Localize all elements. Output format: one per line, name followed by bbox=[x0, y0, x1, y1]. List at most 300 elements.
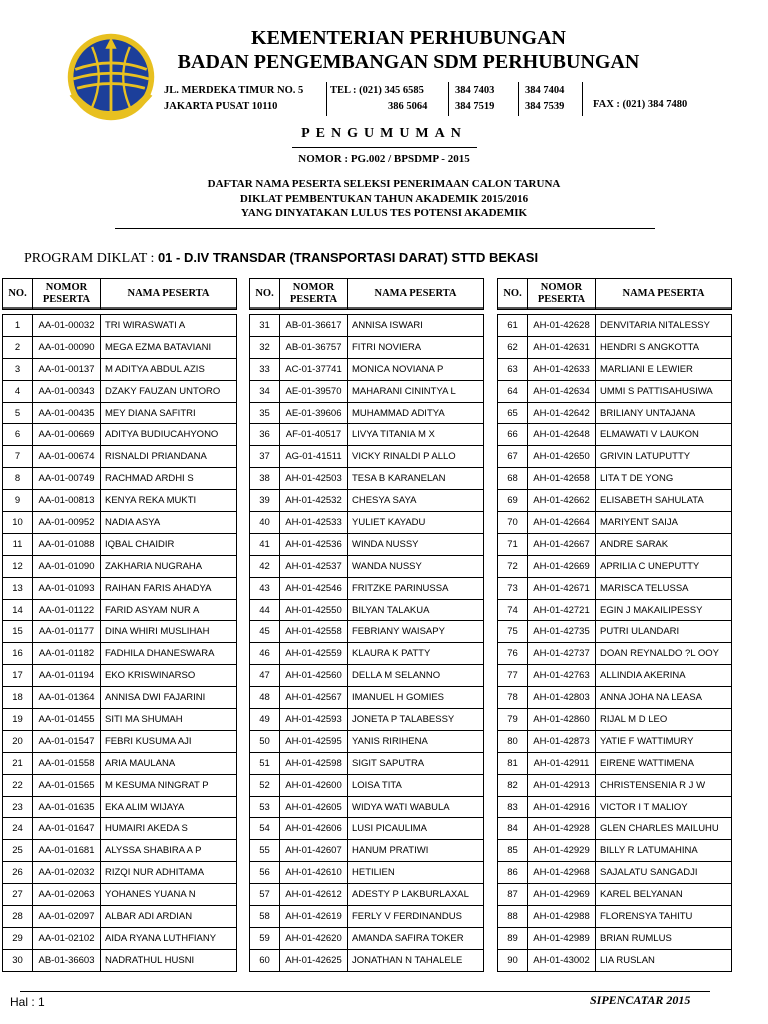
participant-name: TRI WIRASWATI A bbox=[101, 315, 237, 337]
participant-number: AH-01-42503 bbox=[280, 468, 348, 490]
participant-no: 12 bbox=[3, 555, 33, 577]
participant-number: AH-01-42911 bbox=[528, 752, 596, 774]
participant-name: MARISCA TELUSSA bbox=[596, 577, 732, 599]
table-row bbox=[250, 752, 484, 774]
participant-name: HETILIEN bbox=[348, 862, 484, 884]
participant-name: WIDYA WATI WABULA bbox=[348, 796, 484, 818]
table-row bbox=[250, 862, 484, 884]
participant-no: 14 bbox=[3, 599, 33, 621]
table-row bbox=[250, 884, 484, 906]
participant-name: LIA RUSLAN bbox=[596, 949, 732, 971]
participant-number: AA-01-00749 bbox=[33, 468, 101, 490]
participant-no: 59 bbox=[250, 927, 280, 949]
participant-no: 76 bbox=[498, 643, 528, 665]
column-header-nomor: NOMOR PESERTA bbox=[33, 279, 101, 310]
telephone-6: 384 7539 bbox=[525, 101, 565, 112]
table-row bbox=[3, 752, 237, 774]
table-row bbox=[498, 709, 732, 731]
participant-number: AH-01-42607 bbox=[280, 840, 348, 862]
table-row bbox=[3, 512, 237, 534]
participant-no: 54 bbox=[250, 818, 280, 840]
participant-no: 58 bbox=[250, 906, 280, 928]
participant-no: 35 bbox=[250, 402, 280, 424]
participant-name: YATIE F WATTIMURY bbox=[596, 730, 732, 752]
participant-name: ZAKHARIA NUGRAHA bbox=[101, 555, 237, 577]
table-row bbox=[498, 336, 732, 358]
participant-number: AA-01-01558 bbox=[33, 752, 101, 774]
participant-number: AA-01-01194 bbox=[33, 665, 101, 687]
participant-no: 81 bbox=[498, 752, 528, 774]
participant-no: 39 bbox=[250, 490, 280, 512]
program-line bbox=[24, 250, 538, 267]
footer-brand: SIPENCATAR 2015 bbox=[590, 993, 691, 1007]
participant-no: 34 bbox=[250, 380, 280, 402]
participant-no: 86 bbox=[498, 862, 528, 884]
participant-no: 61 bbox=[498, 315, 528, 337]
participant-name: KENYA REKA MUKTI bbox=[101, 490, 237, 512]
participant-no: 63 bbox=[498, 358, 528, 380]
table-row bbox=[250, 358, 484, 380]
participant-number: AH-01-42916 bbox=[528, 796, 596, 818]
participant-no: 57 bbox=[250, 884, 280, 906]
participant-no: 13 bbox=[3, 577, 33, 599]
participant-name: ELMAWATI V LAUKON bbox=[596, 424, 732, 446]
table-row bbox=[3, 862, 237, 884]
participant-no: 74 bbox=[498, 599, 528, 621]
participant-no: 66 bbox=[498, 424, 528, 446]
participant-number: AH-01-42989 bbox=[528, 927, 596, 949]
participant-number: AA-01-00343 bbox=[33, 380, 101, 402]
table-row bbox=[250, 533, 484, 555]
table-row bbox=[250, 818, 484, 840]
participant-number: AA-01-00090 bbox=[33, 336, 101, 358]
table-row bbox=[250, 796, 484, 818]
participant-number: AA-01-00032 bbox=[33, 315, 101, 337]
participant-name: DZAKY FAUZAN UNTORO bbox=[101, 380, 237, 402]
participant-name: LUSI PICAULIMA bbox=[348, 818, 484, 840]
participant-no: 33 bbox=[250, 358, 280, 380]
participant-name: EGIN J MAKAILIPESSY bbox=[596, 599, 732, 621]
participant-name: ADESTY P LAKBURLAXAL bbox=[348, 884, 484, 906]
participant-number: AH-01-42988 bbox=[528, 906, 596, 928]
table-row bbox=[3, 709, 237, 731]
participant-no: 28 bbox=[3, 906, 33, 928]
participant-name: RIZQI NUR ADHITAMA bbox=[101, 862, 237, 884]
participant-number: AH-01-42664 bbox=[528, 512, 596, 534]
telephone-5: 384 7404 bbox=[525, 85, 565, 96]
table-row bbox=[250, 687, 484, 709]
participant-no: 82 bbox=[498, 774, 528, 796]
table-row bbox=[498, 927, 732, 949]
participant-name: DENVITARIA NITALESSY bbox=[596, 315, 732, 337]
participant-number: AH-01-42598 bbox=[280, 752, 348, 774]
participant-number: AH-01-42860 bbox=[528, 709, 596, 731]
participant-name: KLAURA K PATTY bbox=[348, 643, 484, 665]
participant-no: 21 bbox=[3, 752, 33, 774]
participant-number: AH-01-42662 bbox=[528, 490, 596, 512]
table-row bbox=[3, 643, 237, 665]
participant-name: AIDA RYANA LUTHFIANY bbox=[101, 927, 237, 949]
table-row bbox=[3, 621, 237, 643]
participant-name: YULIET KAYADU bbox=[348, 512, 484, 534]
participant-no: 46 bbox=[250, 643, 280, 665]
participant-name: EKO KRISWINARSO bbox=[101, 665, 237, 687]
participant-no: 24 bbox=[3, 818, 33, 840]
table-row bbox=[250, 906, 484, 928]
table-row bbox=[3, 840, 237, 862]
participant-no: 7 bbox=[3, 446, 33, 468]
participant-number: AE-01-39606 bbox=[280, 402, 348, 424]
participant-name: DELLA M SELANNO bbox=[348, 665, 484, 687]
participant-no: 17 bbox=[3, 665, 33, 687]
participant-number: AA-01-01093 bbox=[33, 577, 101, 599]
participant-name: MONICA NOVIANA P bbox=[348, 358, 484, 380]
participant-name: LITA T DE YONG bbox=[596, 468, 732, 490]
table-row bbox=[3, 687, 237, 709]
participant-number: AH-01-42620 bbox=[280, 927, 348, 949]
participant-name: BRILIANY UNTAJANA bbox=[596, 402, 732, 424]
table-row bbox=[250, 599, 484, 621]
participant-name: LOISA TITA bbox=[348, 774, 484, 796]
ministry-title: KEMENTERIAN PERHUBUNGAN bbox=[250, 27, 567, 49]
table-row bbox=[3, 424, 237, 446]
participant-name: HENDRI S ANGKOTTA bbox=[596, 336, 732, 358]
table-row bbox=[250, 424, 484, 446]
participant-number: AA-01-01364 bbox=[33, 687, 101, 709]
table-row bbox=[498, 818, 732, 840]
participant-name: WANDA NUSSY bbox=[348, 555, 484, 577]
participant-no: 18 bbox=[3, 687, 33, 709]
participant-name: YOHANES YUANA N bbox=[101, 884, 237, 906]
page-number: Hal : 1 bbox=[10, 995, 45, 1009]
table-row bbox=[250, 380, 484, 402]
participant-name: FEBRIANY WAISAPY bbox=[348, 621, 484, 643]
participant-name: FERLY V FERDINANDUS bbox=[348, 906, 484, 928]
description-line-2: DIKLAT PEMBENTUKAN TAHUN AKADEMIK 2015/2016 bbox=[239, 193, 529, 205]
participant-name: MARIYENT SAIJA bbox=[596, 512, 732, 534]
participant-name: ANDRE SARAK bbox=[596, 533, 732, 555]
table-row bbox=[498, 862, 732, 884]
column-header-no: NO. bbox=[498, 279, 528, 310]
description-line-1: DAFTAR NAMA PESERTA SELEKSI PENERIMAAN CALON TARUNA bbox=[207, 178, 561, 190]
table-row bbox=[250, 621, 484, 643]
participant-name: ADITYA BUDIUCAHYONO bbox=[101, 424, 237, 446]
table-header-row bbox=[498, 279, 732, 310]
participant-name: MARLIANI E LEWIER bbox=[596, 358, 732, 380]
table-row bbox=[498, 424, 732, 446]
participant-name: IMANUEL H GOMIES bbox=[348, 687, 484, 709]
fax: FAX : (021) 384 7480 bbox=[593, 99, 688, 110]
participant-number: AH-01-42559 bbox=[280, 643, 348, 665]
table-row bbox=[3, 884, 237, 906]
participant-name: FARID ASYAM NUR A bbox=[101, 599, 237, 621]
participant-no: 6 bbox=[3, 424, 33, 446]
participant-number: AH-01-42560 bbox=[280, 665, 348, 687]
table-row bbox=[498, 752, 732, 774]
table-row bbox=[498, 840, 732, 862]
participant-number: AH-01-42667 bbox=[528, 533, 596, 555]
participant-name: AMANDA SAFIRA TOKER bbox=[348, 927, 484, 949]
participant-name: FADHILA DHANESWARA bbox=[101, 643, 237, 665]
table-row bbox=[498, 468, 732, 490]
participant-number: AA-01-02102 bbox=[33, 927, 101, 949]
participant-name: SITI MA SHUMAH bbox=[101, 709, 237, 731]
participant-name: RAIHAN FARIS AHADYA bbox=[101, 577, 237, 599]
participant-number: AA-01-00137 bbox=[33, 358, 101, 380]
table-row bbox=[3, 774, 237, 796]
participant-no: 23 bbox=[3, 796, 33, 818]
participant-no: 37 bbox=[250, 446, 280, 468]
participant-no: 90 bbox=[498, 949, 528, 971]
participant-name: HUMAIRI AKEDA S bbox=[101, 818, 237, 840]
participant-number: AH-01-42600 bbox=[280, 774, 348, 796]
participant-no: 41 bbox=[250, 533, 280, 555]
participant-number: AA-01-01177 bbox=[33, 621, 101, 643]
table-row bbox=[3, 665, 237, 687]
participant-number: AA-01-01182 bbox=[33, 643, 101, 665]
participant-no: 71 bbox=[498, 533, 528, 555]
participant-no: 22 bbox=[3, 774, 33, 796]
participant-name: CHRISTENSENIA R J W bbox=[596, 774, 732, 796]
participant-number: AH-01-43002 bbox=[528, 949, 596, 971]
participant-no: 26 bbox=[3, 862, 33, 884]
table-row bbox=[250, 446, 484, 468]
participant-name: LIVYA TITANIA M X bbox=[348, 424, 484, 446]
table-row bbox=[498, 796, 732, 818]
participant-number: AH-01-42532 bbox=[280, 490, 348, 512]
table-row bbox=[3, 818, 237, 840]
table-row bbox=[3, 577, 237, 599]
participant-number: AB-01-36757 bbox=[280, 336, 348, 358]
program-value: 01 - D.IV TRANSDAR (TRANSPORTASI DARAT) STTD BEKASI bbox=[157, 250, 539, 265]
telephone: TEL : (021) 345 6585 bbox=[330, 85, 424, 96]
table-row bbox=[250, 336, 484, 358]
table-row bbox=[3, 796, 237, 818]
participant-name: VICTOR I T MALIOY bbox=[596, 796, 732, 818]
table-row bbox=[250, 949, 484, 971]
participant-number: AH-01-42634 bbox=[528, 380, 596, 402]
participant-no: 53 bbox=[250, 796, 280, 818]
participant-name: ALLINDIA AKERINA bbox=[596, 665, 732, 687]
participant-no: 84 bbox=[498, 818, 528, 840]
address-line-1: JL. MERDEKA TIMUR NO. 5 bbox=[164, 85, 304, 96]
table-row bbox=[250, 468, 484, 490]
participant-no: 85 bbox=[498, 840, 528, 862]
participant-number: AA-01-01565 bbox=[33, 774, 101, 796]
participant-no: 9 bbox=[3, 490, 33, 512]
participant-number: AA-01-01547 bbox=[33, 730, 101, 752]
participant-no: 11 bbox=[3, 533, 33, 555]
participant-name: FLORENSYA TAHITU bbox=[596, 906, 732, 928]
table-row bbox=[250, 555, 484, 577]
table-row bbox=[498, 906, 732, 928]
participant-number: AH-01-42546 bbox=[280, 577, 348, 599]
participant-no: 67 bbox=[498, 446, 528, 468]
participant-no: 64 bbox=[498, 380, 528, 402]
participant-name: FRITZKE PARINUSSA bbox=[348, 577, 484, 599]
table-row bbox=[3, 949, 237, 971]
participant-number: AH-01-42648 bbox=[528, 424, 596, 446]
participant-no: 68 bbox=[498, 468, 528, 490]
telephone-2: 386 5064 bbox=[388, 101, 428, 112]
participant-number: AH-01-42567 bbox=[280, 687, 348, 709]
column-header-no: NO. bbox=[250, 279, 280, 310]
participant-name: GLEN CHARLES MAILUHU bbox=[596, 818, 732, 840]
participant-number: AH-01-42913 bbox=[528, 774, 596, 796]
participant-no: 45 bbox=[250, 621, 280, 643]
participant-no: 19 bbox=[3, 709, 33, 731]
description-line-3: YANG DINYATAKAN LULUS TES POTENSI AKADEMIK bbox=[240, 207, 528, 219]
participant-number: AH-01-42650 bbox=[528, 446, 596, 468]
participant-name: BRIAN RUMLUS bbox=[596, 927, 732, 949]
table-header-row bbox=[3, 279, 237, 310]
participant-no: 3 bbox=[3, 358, 33, 380]
participant-number: AA-01-00952 bbox=[33, 512, 101, 534]
table-row bbox=[3, 490, 237, 512]
table-row bbox=[250, 730, 484, 752]
participant-number: AH-01-42968 bbox=[528, 862, 596, 884]
participant-no: 48 bbox=[250, 687, 280, 709]
table-row bbox=[3, 315, 237, 337]
participant-name: HANUM PRATIWI bbox=[348, 840, 484, 862]
participant-number: AH-01-42619 bbox=[280, 906, 348, 928]
participant-no: 31 bbox=[250, 315, 280, 337]
participant-no: 65 bbox=[498, 402, 528, 424]
table-row bbox=[3, 927, 237, 949]
participant-name: EKA ALIM WIJAYA bbox=[101, 796, 237, 818]
table-row bbox=[498, 358, 732, 380]
participant-name: RISNALDI PRIANDANA bbox=[101, 446, 237, 468]
participant-no: 4 bbox=[3, 380, 33, 402]
table-row bbox=[498, 446, 732, 468]
table-row bbox=[250, 512, 484, 534]
participant-name: ANNA JOHA NA LEASA bbox=[596, 687, 732, 709]
table-row bbox=[3, 336, 237, 358]
participant-number: AF-01-40517 bbox=[280, 424, 348, 446]
participant-name: VICKY RINALDI P ALLO bbox=[348, 446, 484, 468]
participant-number: AA-01-01090 bbox=[33, 555, 101, 577]
participant-number: AA-01-01681 bbox=[33, 840, 101, 862]
participant-no: 10 bbox=[3, 512, 33, 534]
table-row bbox=[250, 709, 484, 731]
table-row bbox=[498, 380, 732, 402]
participant-number: AA-01-01455 bbox=[33, 709, 101, 731]
ministry-logo-icon bbox=[64, 30, 158, 124]
participant-no: 27 bbox=[3, 884, 33, 906]
table-row bbox=[498, 577, 732, 599]
table-row bbox=[250, 774, 484, 796]
participant-name: ALBAR ADI ARDIAN bbox=[101, 906, 237, 928]
participant-no: 40 bbox=[250, 512, 280, 534]
participant-number: AA-01-00674 bbox=[33, 446, 101, 468]
participant-name: SIGIT SAPUTRA bbox=[348, 752, 484, 774]
participant-number: AC-01-37741 bbox=[280, 358, 348, 380]
participant-no: 32 bbox=[250, 336, 280, 358]
participant-name: ARIA MAULANA bbox=[101, 752, 237, 774]
participant-name: MEY DIANA SAFITRI bbox=[101, 402, 237, 424]
participant-no: 38 bbox=[250, 468, 280, 490]
participant-number: AH-01-42628 bbox=[528, 315, 596, 337]
participant-no: 47 bbox=[250, 665, 280, 687]
participant-no: 43 bbox=[250, 577, 280, 599]
table-row bbox=[498, 490, 732, 512]
participant-number: AA-01-00813 bbox=[33, 490, 101, 512]
participant-no: 88 bbox=[498, 906, 528, 928]
participant-name: JONETA P TALABESSY bbox=[348, 709, 484, 731]
telephone-4: 384 7519 bbox=[455, 101, 495, 112]
participant-name: WINDA NUSSY bbox=[348, 533, 484, 555]
participant-name: UMMI S PATTISAHUSIWA bbox=[596, 380, 732, 402]
participant-no: 69 bbox=[498, 490, 528, 512]
announcement-title: PENGUMUMAN bbox=[301, 126, 467, 141]
table-row bbox=[3, 533, 237, 555]
participant-number: AH-01-42929 bbox=[528, 840, 596, 862]
table-row bbox=[498, 599, 732, 621]
participant-number: AH-01-42606 bbox=[280, 818, 348, 840]
participant-name: ANNISA DWI FAJARINI bbox=[101, 687, 237, 709]
participant-no: 72 bbox=[498, 555, 528, 577]
participant-no: 16 bbox=[3, 643, 33, 665]
participant-number: AB-01-36603 bbox=[33, 949, 101, 971]
participant-number: AH-01-42593 bbox=[280, 709, 348, 731]
participant-name: NADIA ASYA bbox=[101, 512, 237, 534]
participant-number: AH-01-42537 bbox=[280, 555, 348, 577]
participant-number: AH-01-42631 bbox=[528, 336, 596, 358]
participant-number: AH-01-42625 bbox=[280, 949, 348, 971]
participant-number: AA-01-01647 bbox=[33, 818, 101, 840]
participants-table-1 bbox=[2, 278, 237, 972]
participant-number: AH-01-42737 bbox=[528, 643, 596, 665]
participant-no: 5 bbox=[3, 402, 33, 424]
participant-no: 50 bbox=[250, 730, 280, 752]
participant-number: AH-01-42669 bbox=[528, 555, 596, 577]
participant-name: GRIVIN LATUPUTTY bbox=[596, 446, 732, 468]
participant-number: AH-01-42642 bbox=[528, 402, 596, 424]
column-header-nomor: NOMOR PESERTA bbox=[528, 279, 596, 310]
column-header-nomor: NOMOR PESERTA bbox=[280, 279, 348, 310]
participant-name: FEBRI KUSUMA AJI bbox=[101, 730, 237, 752]
participant-no: 87 bbox=[498, 884, 528, 906]
participant-no: 78 bbox=[498, 687, 528, 709]
participant-no: 36 bbox=[250, 424, 280, 446]
table-row bbox=[3, 380, 237, 402]
participant-number: AA-01-00669 bbox=[33, 424, 101, 446]
participant-number: AA-01-02097 bbox=[33, 906, 101, 928]
participant-no: 30 bbox=[3, 949, 33, 971]
participant-name: BILLY R LATUMAHINA bbox=[596, 840, 732, 862]
participant-number: AH-01-42969 bbox=[528, 884, 596, 906]
column-header-nama: NAMA PESERTA bbox=[348, 279, 484, 310]
table-row bbox=[498, 643, 732, 665]
table-row bbox=[498, 884, 732, 906]
table-row bbox=[498, 315, 732, 337]
participant-name: MUHAMMAD ADITYA bbox=[348, 402, 484, 424]
participant-number: AH-01-42595 bbox=[280, 730, 348, 752]
participant-no: 83 bbox=[498, 796, 528, 818]
participant-no: 52 bbox=[250, 774, 280, 796]
table-row bbox=[250, 665, 484, 687]
table-row bbox=[3, 358, 237, 380]
participant-number: AH-01-42550 bbox=[280, 599, 348, 621]
participant-number: AH-01-42610 bbox=[280, 862, 348, 884]
address-line-2: JAKARTA PUSAT 10110 bbox=[164, 101, 278, 112]
participant-no: 56 bbox=[250, 862, 280, 884]
participant-no: 2 bbox=[3, 336, 33, 358]
participant-no: 8 bbox=[3, 468, 33, 490]
participant-number: AH-01-42558 bbox=[280, 621, 348, 643]
participant-name: DINA WHIRI MUSLIHAH bbox=[101, 621, 237, 643]
participant-number: AA-01-01635 bbox=[33, 796, 101, 818]
